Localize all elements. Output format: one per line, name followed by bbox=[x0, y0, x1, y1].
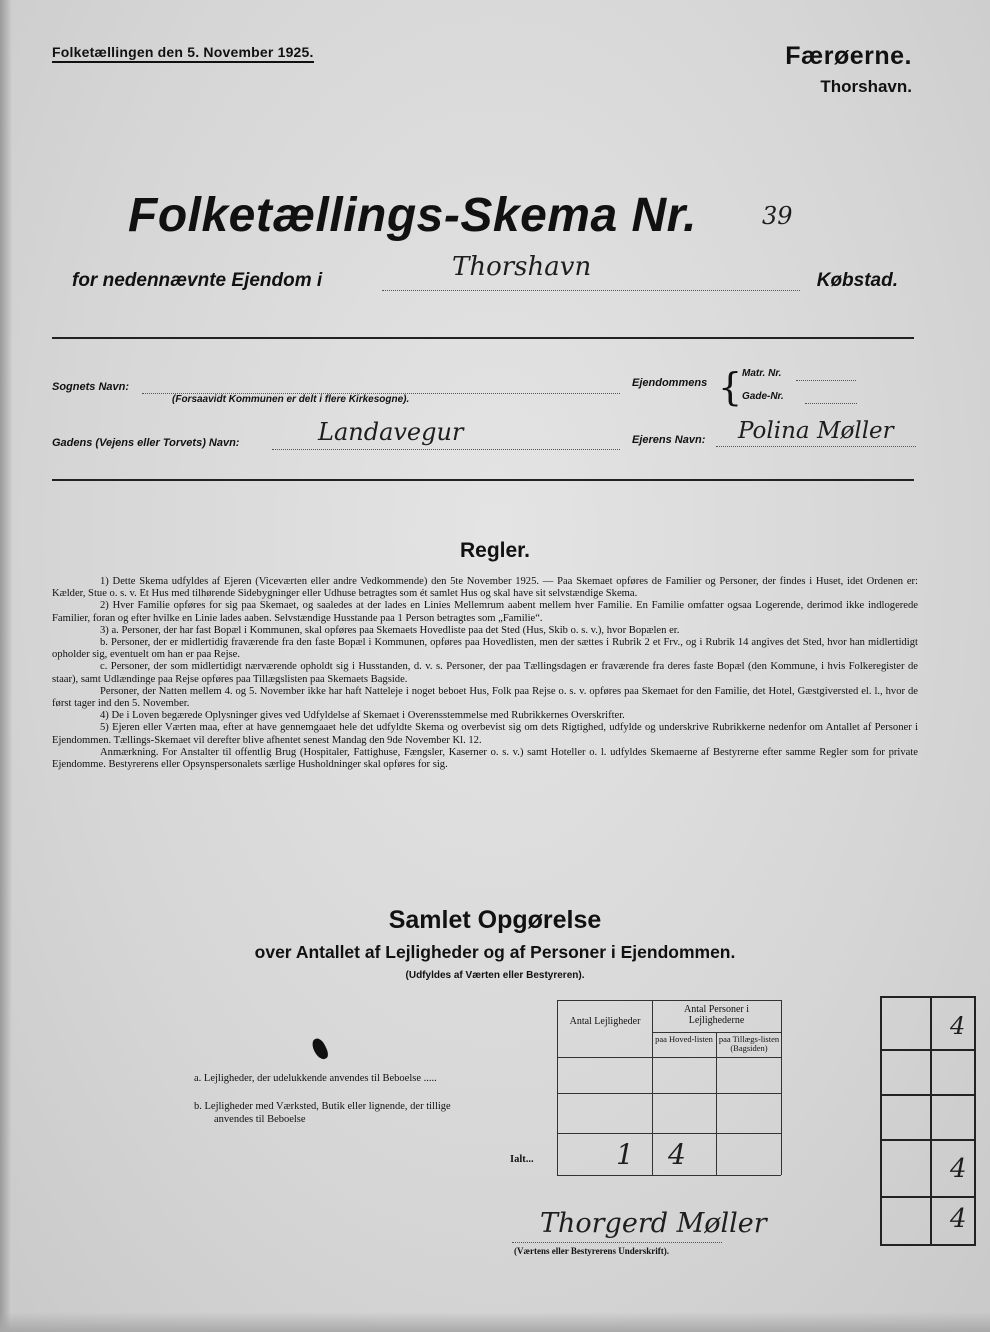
divider-bottom bbox=[52, 479, 914, 481]
parish-note: (Forsaavidt Kommunen er delt i flere Kirkesogne). bbox=[172, 394, 410, 405]
col-apartments-header: Antal Lejligheder bbox=[569, 1016, 641, 1027]
table-line bbox=[557, 1093, 781, 1094]
scan-edge-left bbox=[0, 0, 12, 1332]
gade-label: Gade-Nr. bbox=[742, 391, 784, 402]
rule-paragraph-2: 2) Hver Familie opføres for sig paa Skemaet, og saaledes at der lades en Linies Mellemrum aabent mellem hver Familie. En Familie omfatter ogsaa Logerende, derimod ikke indlogerede Familier, foran og efter hvilke en Linie lades aaben. Selvstændige Husstande paa 1 Person betragtes som „Familie“. bbox=[52, 600, 918, 624]
table-line bbox=[716, 1032, 717, 1175]
street-value-handwritten: Landavegur bbox=[318, 418, 464, 446]
signature-handwritten: Thorgerd Møller bbox=[540, 1208, 767, 1239]
property-dotted-line bbox=[382, 290, 800, 291]
gade-dotted-line bbox=[805, 403, 857, 404]
summary-note: (Udfyldes af Værten eller Bestyreren). bbox=[405, 970, 585, 981]
margin-box-line bbox=[880, 1094, 976, 1096]
brace-glyph: { bbox=[718, 365, 743, 409]
scan-edge-bottom bbox=[0, 1312, 990, 1332]
summary-title: Samlet Opgørelse bbox=[388, 906, 602, 934]
property-label: for nedennævnte Ejendom i bbox=[72, 270, 323, 291]
parish-label: Sognets Navn: bbox=[52, 381, 130, 393]
owner-value-handwritten: Polina Møller bbox=[738, 418, 894, 444]
margin-box-line bbox=[880, 1196, 976, 1198]
col-supplement-header: paa Tillægs-listen (Bagsiden) bbox=[718, 1034, 780, 1053]
kobstad-label: Købstad. bbox=[816, 270, 898, 291]
signature-caption: (Værtens eller Bestyrerens Underskrift). bbox=[514, 1246, 669, 1256]
rule-note: Anmærkning. For Anstalter til offentlig Brug (Hospitaler, Fattighuse, Fængsler, Kaserner o. s. v.) samt Hoteller o. l. udfyldes Skemaerne af Bestyrerne efter samme Regler som for private Ejendomme. Bestyrerens eller Opsynspersonalets særlige Husholdninger skal opføres for sig. bbox=[52, 746, 918, 771]
margin-box-line bbox=[880, 1049, 976, 1051]
property-id-label: Ejendommens bbox=[632, 377, 708, 389]
owner-label: Ejerens Navn: bbox=[632, 434, 706, 446]
total-apartments-handwritten: 1 bbox=[616, 1138, 634, 1171]
row-a-label: a. Lejligheder, der udelukkende anvendes til Beboelse ..... bbox=[194, 1073, 437, 1084]
rule-paragraph-3b: b. Personer, der er midlertidig fraværende fra den faste Bopæl i Kommunen, opføres paa Hovedlisten, men der sættes i Rubrik 2 et Frv., og i Rubrik 14 angives det Sted, hvor han midlertidigt opholder sig, eventuelt om han er paa Rejse. bbox=[52, 637, 918, 661]
town-label: Thorshavn. bbox=[820, 77, 912, 96]
rule-paragraph-5: 5) Ejeren eller Værten maa, efter at have gennemgaaet hele det udfyldte Skema og overbevist sig om dets Rigtighed, udfylde og underskrive Rubrikkerne nedenfor om Antallet af Personer i Ejendommen. Tællings-Skemaet vil derefter blive afhentet senest Mandag den 9de November Kl. 12. bbox=[52, 722, 918, 746]
schema-number-handwritten: 39 bbox=[762, 202, 793, 230]
table-line bbox=[557, 1175, 781, 1176]
rule-paragraph-1: 1) Dette Skema udfyldes af Ejeren (Viceværten eller andre Vedkommende) den 5te November 1925. — Paa Skemaet opføres de Familier og Personer, der findes i Huset, idet Ordenen er: Kælder, Stue o. s. v. Et Hus med tilhørende Sidebygninger eller Udhuse betragtes som ét samlet Hus og skal have sit selvstændige Skema. bbox=[52, 576, 918, 600]
table-line bbox=[557, 1133, 781, 1134]
divider-top bbox=[52, 337, 914, 339]
signature-dotted-line bbox=[512, 1242, 722, 1243]
margin-box-line bbox=[930, 996, 932, 1246]
rules-title: Regler. bbox=[459, 539, 531, 562]
margin-box-line bbox=[880, 1139, 976, 1141]
rule-paragraph-3c: c. Personer, der som midlertidigt nærværende opholdt sig i Husstanden, d. v. s. Personer, der paa Tællingsdagen er fraværende fra deres faste Bopæl (den Kommune, i hvis Folkeregister de staar), samt Udlændinge paa Rejse opføres paa Tillægslisten paa Skemaets Bagside. bbox=[52, 661, 918, 685]
row-b-label-1: b. Lejligheder med Værksted, Butik eller lignende, der tillige bbox=[194, 1101, 451, 1112]
matr-dotted-line bbox=[796, 380, 856, 381]
rule-paragraph-4: 4) De i Loven begærede Oplysninger gives ved Udfyldelse af Skemaet i Overensstemmelse med Rubrikkernes Overskrifter. bbox=[100, 710, 625, 722]
street-label: Gadens (Vejens eller Torvets) Navn: bbox=[52, 437, 240, 449]
total-label: Ialt... bbox=[510, 1154, 534, 1165]
row-b-label-2: anvendes til Beboelse bbox=[214, 1114, 306, 1125]
margin-value-4: 4 bbox=[950, 1204, 967, 1234]
rule-paragraph-3a: 3) a. Personer, der har fast Bopæl i Kommunen, skal opføres paa Skemaets Hovedliste paa det Sted (Hus, Skib o. s. v.), hvor Bopælen er. bbox=[100, 624, 680, 636]
col-main-list-header: paa Hoved-listen bbox=[655, 1034, 713, 1044]
table-line bbox=[652, 1000, 653, 1175]
rule-paragraph-3c-2: Personer, der Natten mellem 4. og 5. November ikke har haft Natteleje i noget beboet Hus, Folk paa Rejse o. s. v. opføres paa Skemaet for den Familie, det Hotel, Gæstgiversted el. l., hvor de først tager ind den 5. November. bbox=[52, 685, 918, 710]
census-date-label: Folketællingen den 5. November 1925. bbox=[52, 44, 314, 63]
rules-text bbox=[52, 576, 918, 771]
table-line bbox=[652, 1032, 781, 1033]
summary-subtitle: over Antallet af Lejligheder og af Personer i Ejendommen. bbox=[254, 942, 736, 962]
margin-value-3: 4 bbox=[950, 1154, 967, 1184]
margin-value-1: 4 bbox=[950, 1012, 966, 1040]
matr-label: Matr. Nr. bbox=[742, 368, 782, 379]
property-place-handwritten: Thorshavn bbox=[452, 252, 592, 282]
form-title: Folketællings-Skema Nr. bbox=[128, 189, 698, 242]
region-label: Færøerne. bbox=[785, 42, 912, 70]
table-line bbox=[557, 1000, 558, 1175]
table-line bbox=[557, 1000, 781, 1001]
table-line bbox=[557, 1057, 781, 1058]
owner-dotted-line bbox=[716, 446, 916, 447]
table-line bbox=[781, 1000, 782, 1175]
street-dotted-line bbox=[272, 449, 620, 450]
ink-blot bbox=[310, 1036, 330, 1061]
col-persons-header: Antal Personer i Lejlighederne bbox=[684, 1004, 749, 1026]
total-main-list-handwritten: 4 bbox=[668, 1138, 686, 1171]
